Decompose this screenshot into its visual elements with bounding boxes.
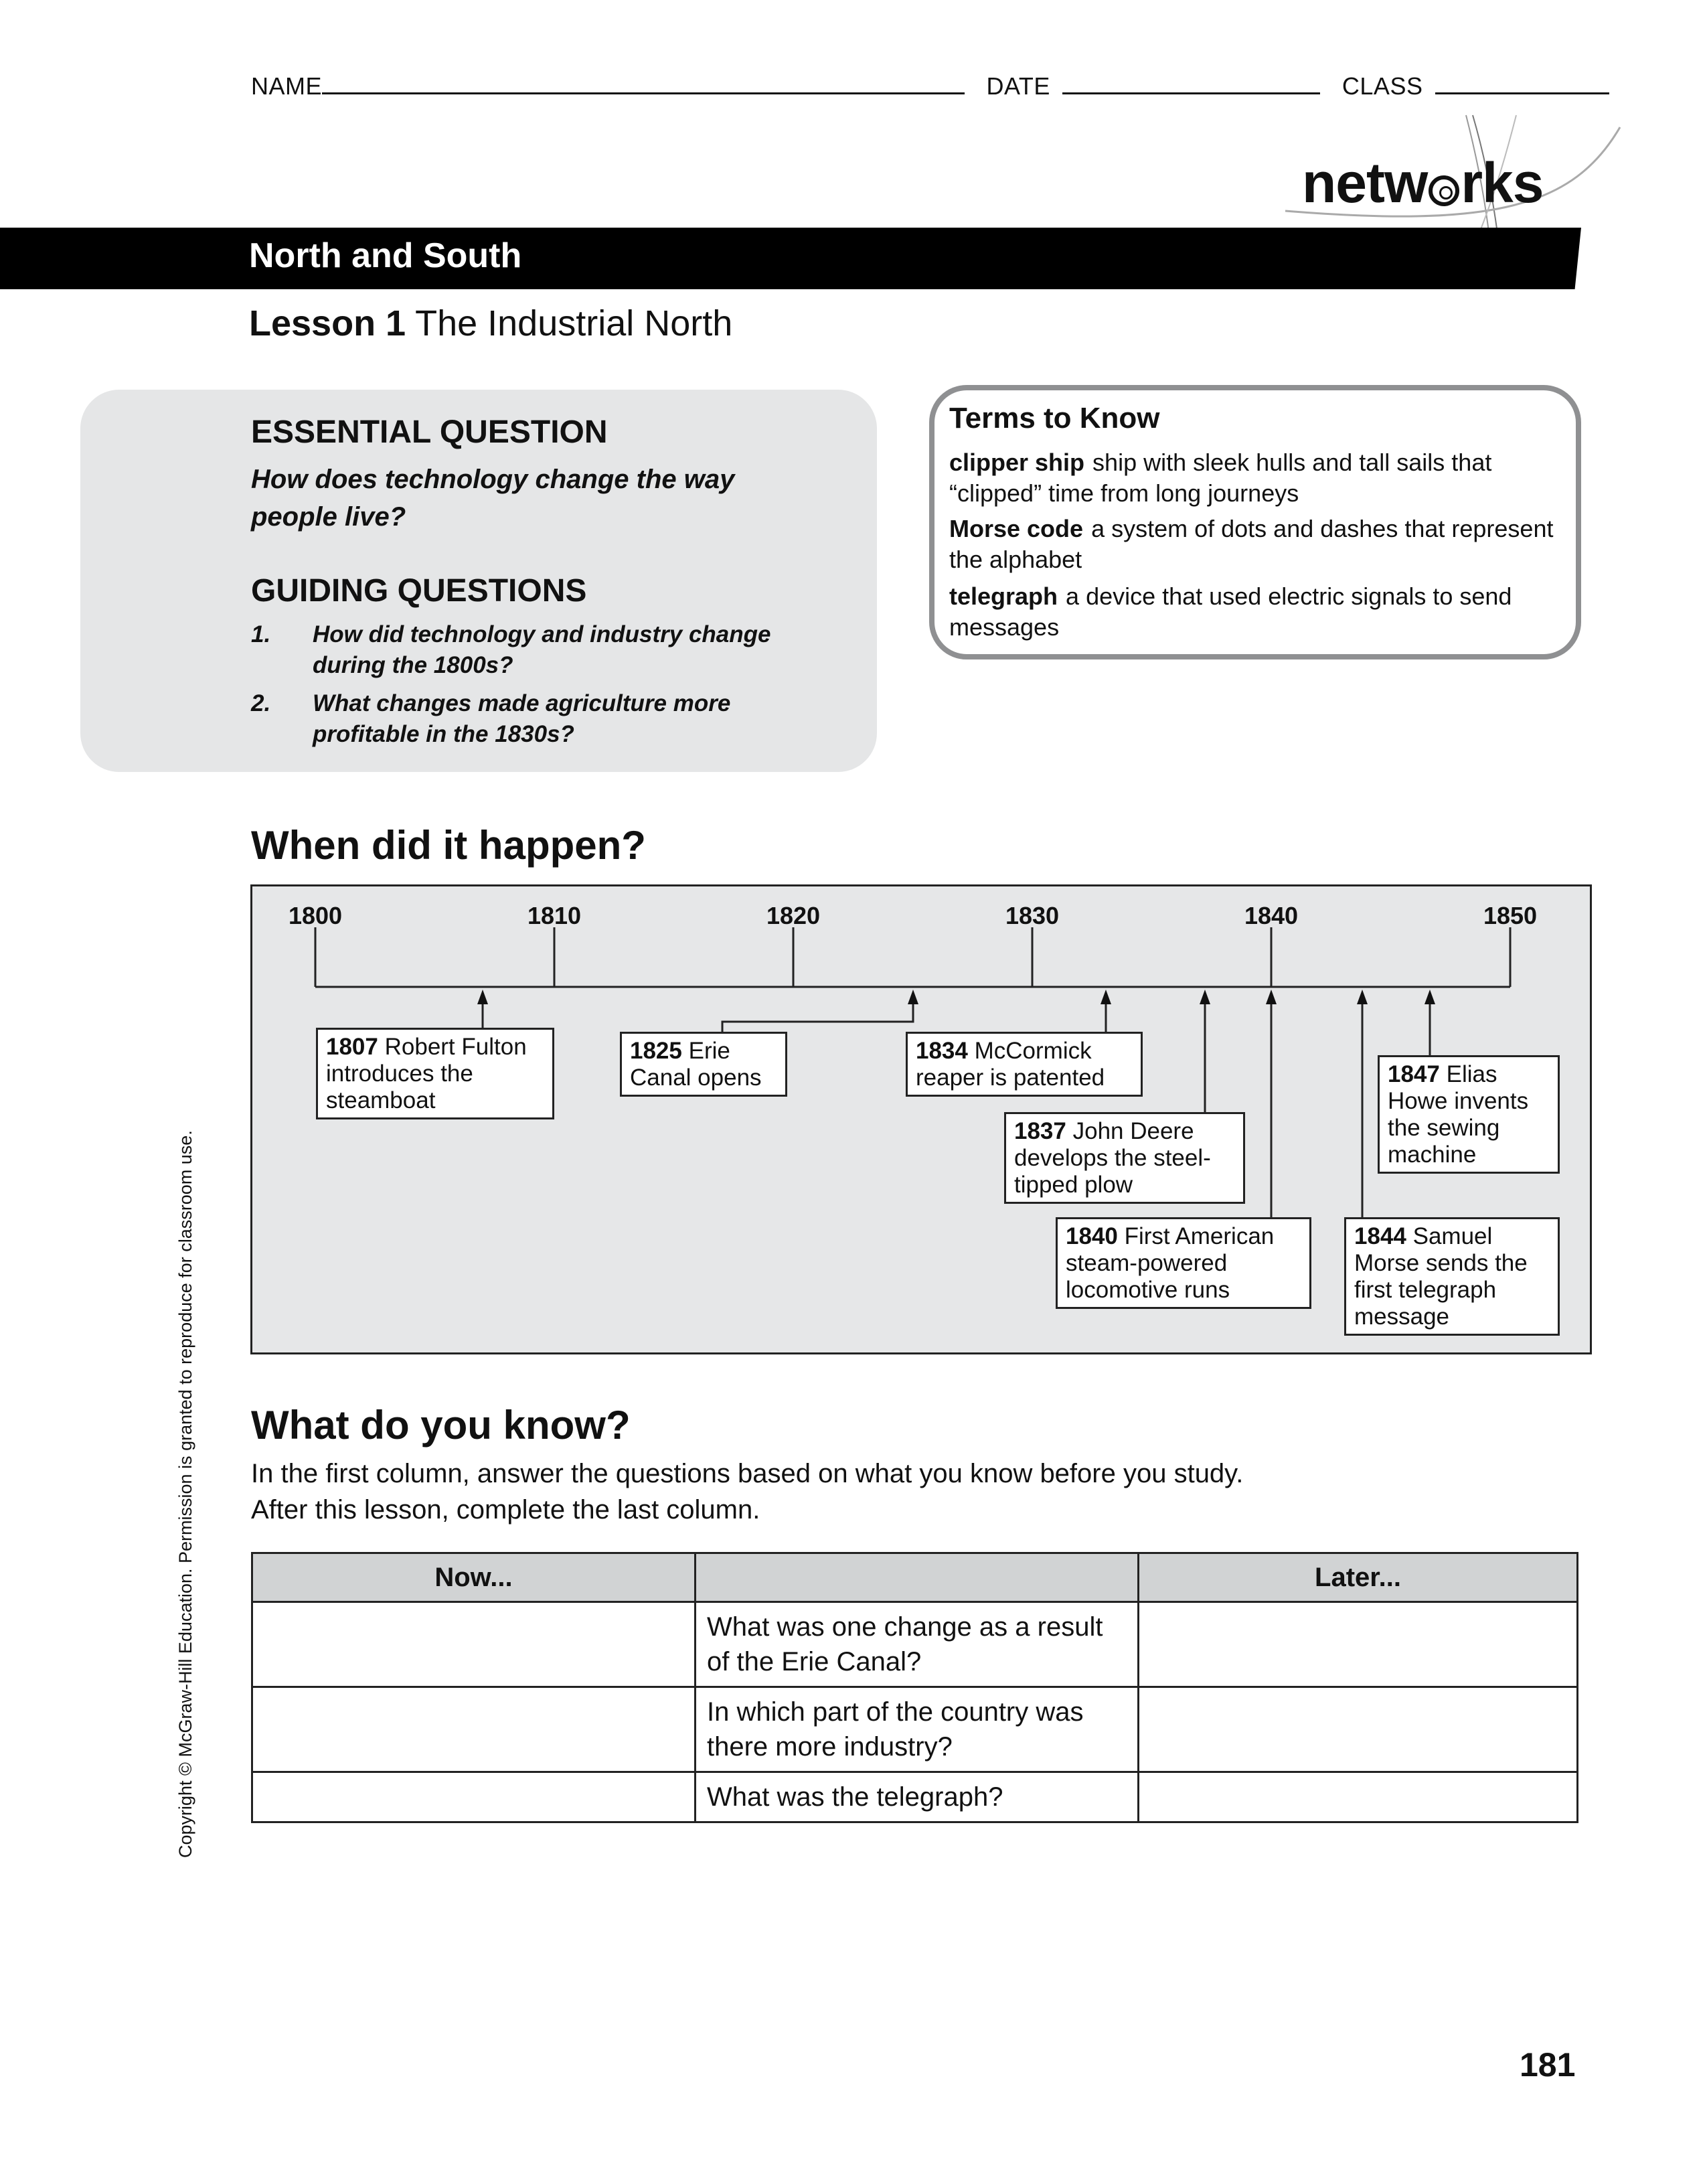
term-word: Morse code [949, 515, 1084, 542]
later-answer-cell[interactable] [1139, 1602, 1578, 1687]
timeline-event [1344, 1217, 1560, 1336]
event-year: 1847 [1388, 1061, 1440, 1087]
date-field[interactable] [1062, 72, 1320, 94]
guiding-question-number: 1. [251, 621, 271, 647]
essential-question-text: How does technology change the way people live? [251, 465, 735, 532]
timeline-year-label: 1810 [527, 902, 582, 929]
timeline-event [1056, 1217, 1311, 1309]
column-header-question [696, 1553, 1139, 1602]
now-answer-cell[interactable] [252, 1687, 696, 1772]
unit-title: North and South [249, 236, 522, 275]
event-text: Erie Canal opens [630, 1038, 762, 1091]
guiding-question [251, 619, 840, 681]
table-row [252, 1772, 1578, 1822]
event-text: Elias Howe invents the sewing machine [1388, 1061, 1529, 1168]
now-answer-cell[interactable] [252, 1602, 696, 1687]
guiding-questions-title: GUIDING QUESTIONS [251, 573, 587, 609]
term-word: clipper ship [949, 449, 1085, 476]
target-o-icon [1429, 175, 1459, 206]
term-definition: a device that used electric signals to send messages [949, 582, 1512, 641]
know-heading: What do you know? [251, 1403, 631, 1448]
copyright-notice: Copyright © McGraw-Hill Education. Permission is granted to reproduce for classroom use. [175, 1130, 195, 1858]
question-cell: In which part of the country was there more industry? [696, 1687, 1139, 1772]
event-text: Robert Fulton introduces the steamboat [326, 1034, 527, 1113]
guiding-question-number: 2. [251, 690, 271, 716]
know-instructions-line-2: After this lesson, complete the last column. [251, 1495, 760, 1525]
column-header-later: Later... [1139, 1553, 1578, 1602]
timeline-year-label: 1820 [766, 902, 821, 929]
table-row [252, 1687, 1578, 1772]
event-text: First American steam-powered locomotive runs [1066, 1223, 1275, 1303]
timeline-event [316, 1028, 554, 1119]
event-year: 1837 [1014, 1118, 1066, 1144]
timeline-event [1004, 1112, 1245, 1204]
event-year: 1807 [326, 1034, 378, 1060]
essential-question-title: ESSENTIAL QUESTION [251, 414, 608, 450]
question-cell: What was one change as a result of the Erie Canal? [696, 1602, 1139, 1687]
guiding-question-text: What changes made agriculture more profitable in the 1830s? [313, 690, 731, 747]
event-year: 1844 [1354, 1223, 1406, 1249]
timeline-event [906, 1032, 1143, 1097]
term-word: telegraph [949, 582, 1058, 610]
lesson-number: Lesson 1 [249, 303, 406, 343]
timeline-event [620, 1032, 787, 1097]
later-answer-cell[interactable] [1139, 1687, 1578, 1772]
know-table [251, 1552, 1578, 1823]
timeline-heading: When did it happen? [251, 823, 646, 868]
class-field[interactable] [1435, 72, 1609, 94]
timeline-year-label: 1850 [1483, 902, 1538, 929]
term-definition: ship with sleek hulls and tall sails that “clipped” time from long journeys [949, 449, 1492, 507]
terms-title: Terms to Know [949, 402, 1160, 435]
event-year: 1840 [1066, 1223, 1118, 1249]
event-text: John Deere develops the steel-tipped plow [1014, 1118, 1211, 1198]
lesson-title: The Industrial North [415, 303, 733, 343]
guiding-question [251, 688, 840, 750]
event-text: Samuel Morse sends the first telegraph message [1354, 1223, 1528, 1330]
name-label: NAME [251, 72, 323, 100]
timeline-year-label: 1800 [288, 902, 343, 929]
table-row [252, 1602, 1578, 1687]
networks-logo [1302, 151, 1543, 216]
timeline-year-label: 1830 [1005, 902, 1060, 929]
date-label: DATE [986, 72, 1050, 100]
term-entry [949, 581, 1565, 643]
logo-text-end: rks [1461, 151, 1544, 214]
term-entry [949, 447, 1565, 509]
event-text: McCormick reaper is patented [916, 1038, 1105, 1091]
term-entry [949, 514, 1565, 575]
student-info-fields [251, 72, 1624, 100]
question-cell: What was the telegraph? [696, 1772, 1139, 1822]
name-field[interactable] [322, 72, 965, 94]
timeline-event [1378, 1055, 1560, 1174]
event-year: 1825 [630, 1038, 682, 1064]
timeline-year-label: 1840 [1244, 902, 1299, 929]
lesson-heading [249, 303, 732, 344]
table-header-row [252, 1553, 1578, 1602]
class-label: CLASS [1342, 72, 1423, 100]
now-answer-cell[interactable] [252, 1772, 696, 1822]
term-definition: a system of dots and dashes that represent the alphabet [949, 515, 1554, 573]
page-number: 181 [1520, 2046, 1576, 2084]
unit-title-band [0, 228, 1581, 289]
event-year: 1834 [916, 1038, 968, 1064]
column-header-now: Now... [252, 1553, 696, 1602]
know-instructions-line-1: In the first column, answer the questions based on what you know before you study. [251, 1459, 1244, 1488]
logo-text-start: netw [1302, 151, 1428, 214]
later-answer-cell[interactable] [1139, 1772, 1578, 1822]
guiding-question-text: How did technology and industry change during the 1800s? [313, 621, 771, 678]
